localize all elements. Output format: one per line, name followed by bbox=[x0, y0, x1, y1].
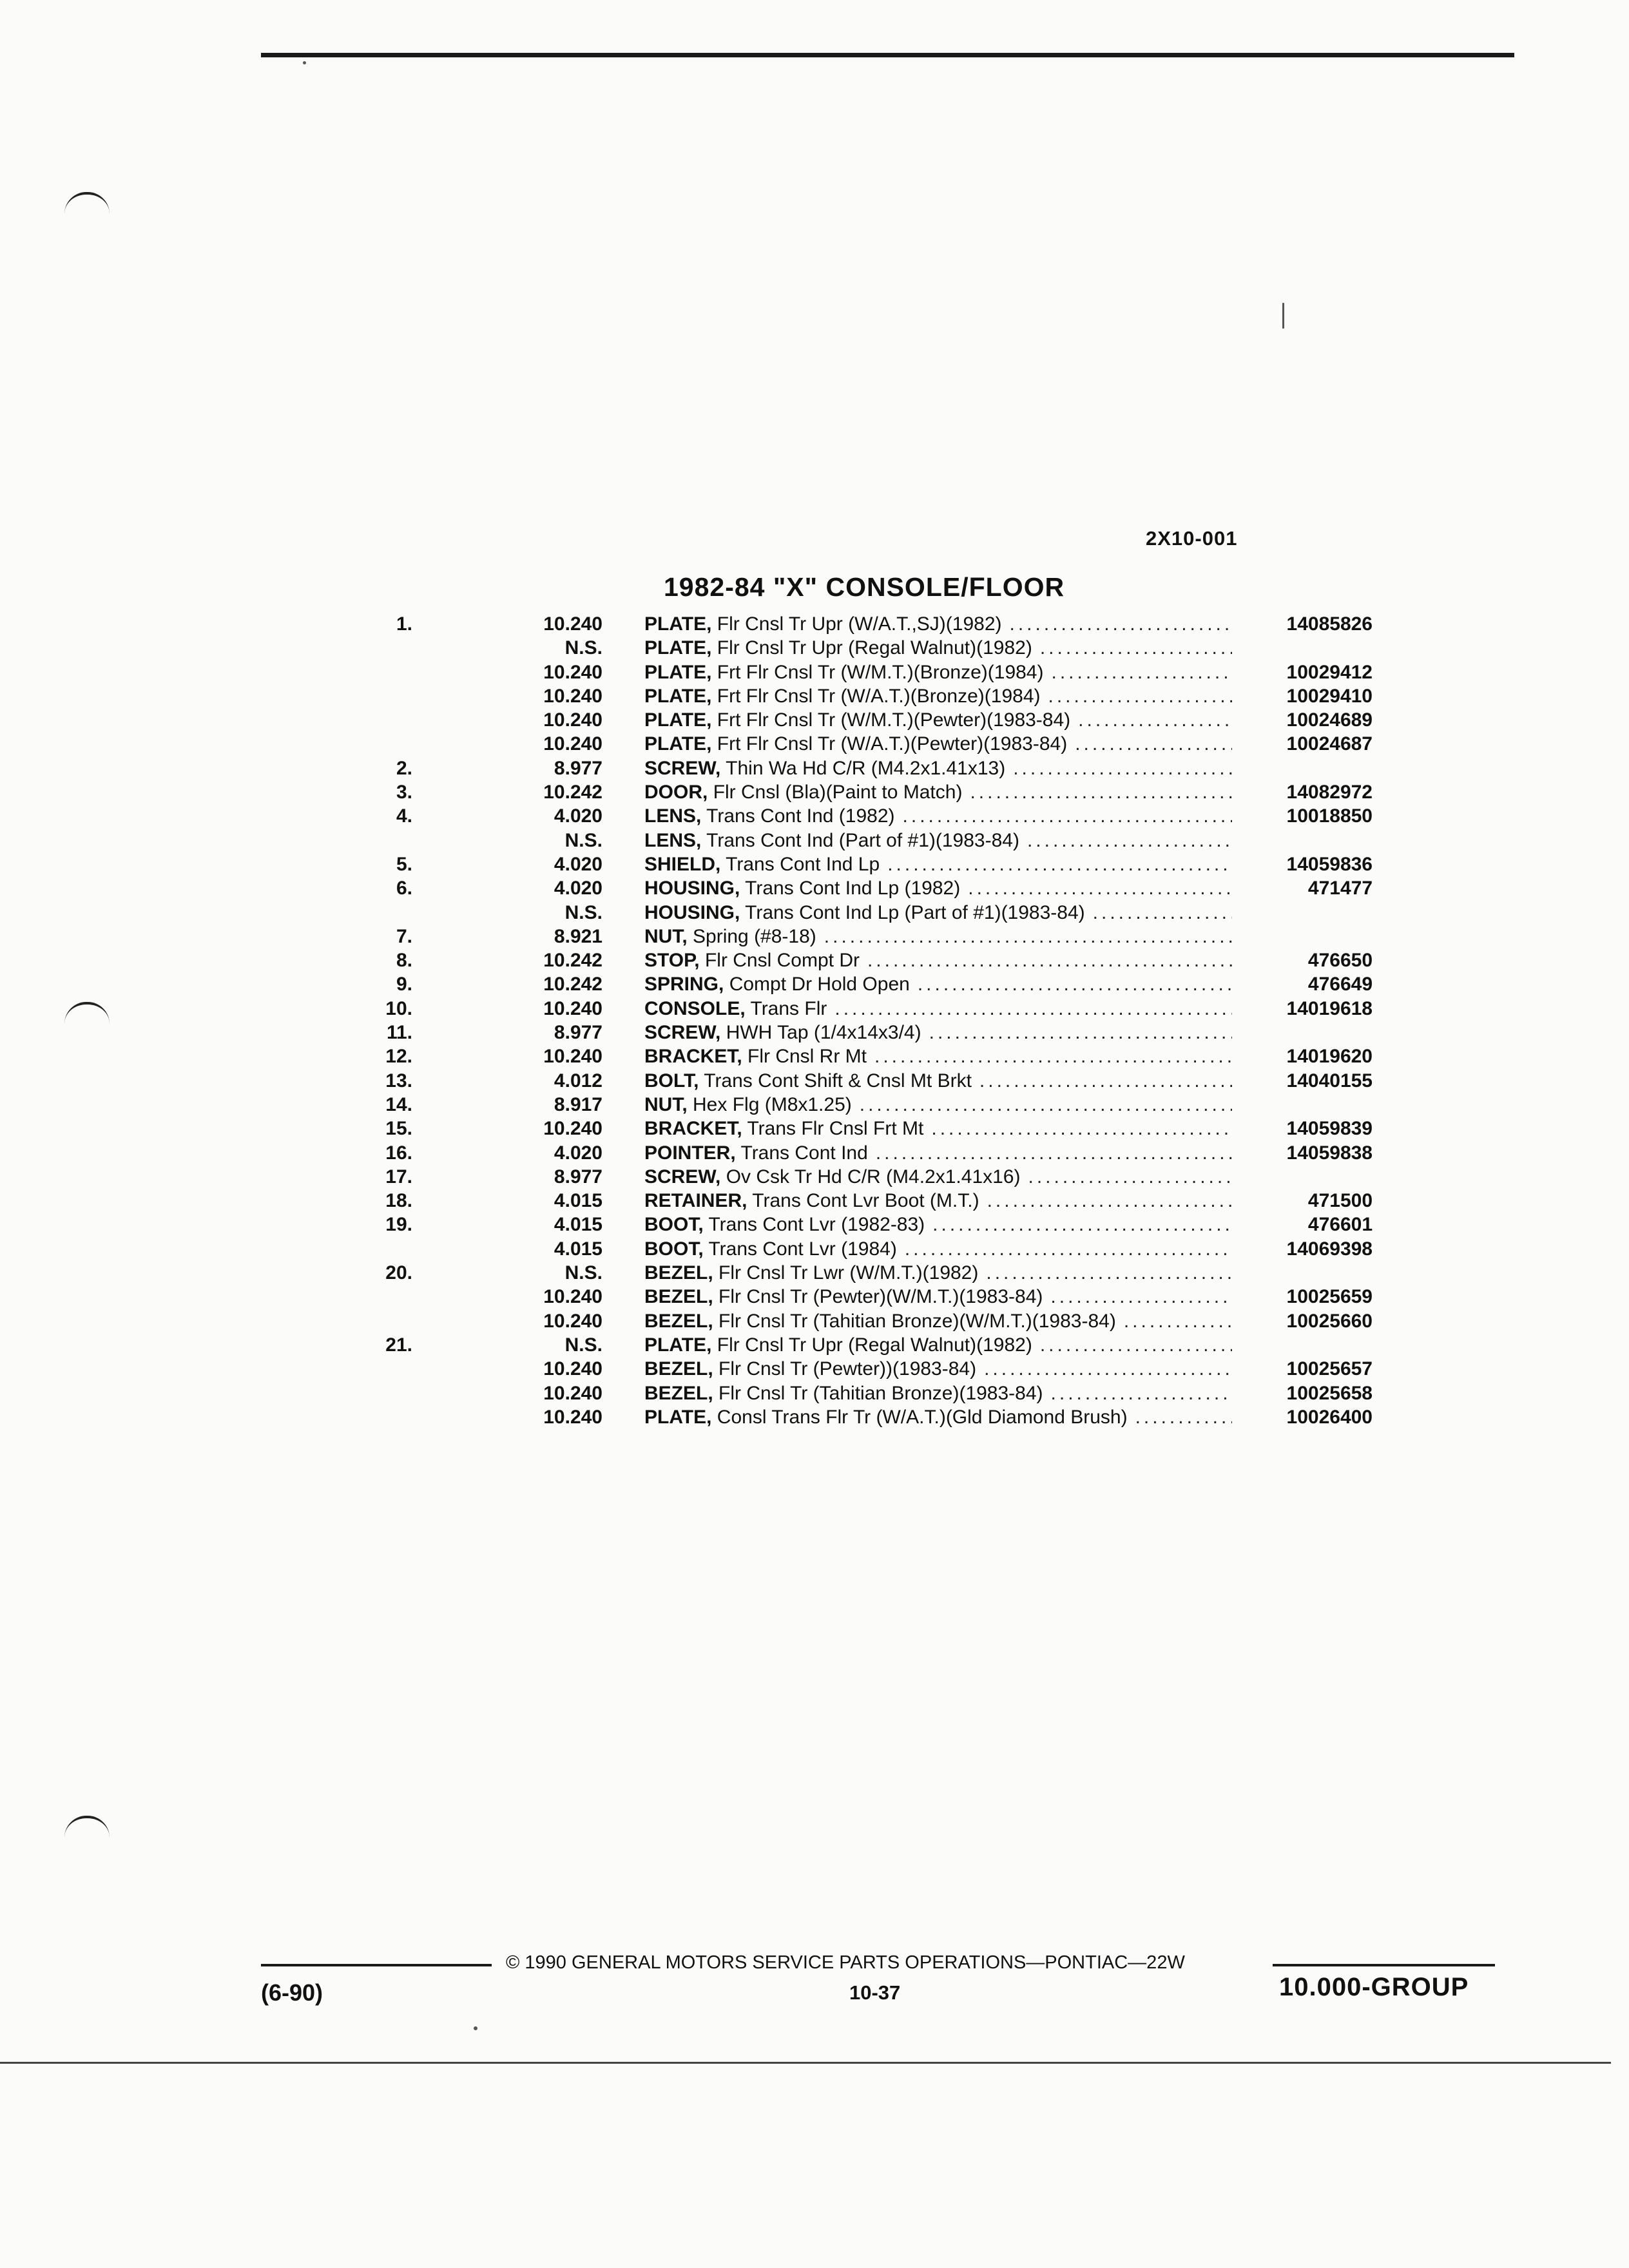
parts-row bbox=[361, 829, 1373, 852]
part-detail: Flr Cnsl (Bla)(Paint to Match) bbox=[713, 782, 963, 803]
part-description bbox=[644, 708, 1244, 732]
group-number: 10.240 bbox=[543, 1406, 602, 1428]
ref-number: 9. bbox=[396, 974, 412, 995]
part-number: 14085826 bbox=[1286, 613, 1373, 635]
part-number: 10025657 bbox=[1286, 1358, 1373, 1380]
part-detail: Trans Cont Ind (Part of #1)(1983-84) bbox=[706, 829, 1019, 851]
part-number: 10026400 bbox=[1286, 1406, 1373, 1428]
part-description bbox=[644, 925, 1244, 948]
part-name: SCREW, bbox=[644, 1022, 721, 1044]
part-description bbox=[644, 1213, 1244, 1236]
parts-row bbox=[361, 756, 1373, 780]
parts-row bbox=[361, 1117, 1373, 1140]
part-name: BEZEL, bbox=[644, 1358, 713, 1380]
ref-number: 13. bbox=[385, 1070, 412, 1091]
part-detail: Consl Trans Flr Tr (W/A.T.)(Gld Diamond Brush) bbox=[717, 1406, 1128, 1428]
group-number: 4.015 bbox=[554, 1190, 602, 1212]
part-detail: Flr Cnsl Tr (Pewter)(W/M.T.)(1983-84) bbox=[718, 1286, 1043, 1308]
punch-hole-mark bbox=[64, 192, 110, 214]
top-rule bbox=[261, 53, 1514, 57]
part-name: HOUSING, bbox=[644, 901, 740, 923]
part-detail: Ov Csk Tr Hd C/R (M4.2x1.41x16) bbox=[726, 1166, 1021, 1187]
group-number: 8.977 bbox=[554, 757, 602, 779]
part-number: 14019620 bbox=[1286, 1046, 1373, 1068]
group-number: N.S. bbox=[564, 1334, 602, 1356]
part-detail: Trans Cont Ind bbox=[740, 1142, 868, 1164]
leader-dots bbox=[867, 948, 1232, 972]
leader-dots bbox=[1075, 732, 1232, 756]
parts-row bbox=[361, 1093, 1373, 1117]
ref-number: 17. bbox=[385, 1166, 412, 1187]
part-description bbox=[644, 732, 1244, 756]
part-detail: Flr Cnsl Tr (Tahitian Bronze)(W/M.T.)(1983-84) bbox=[718, 1310, 1116, 1332]
part-description bbox=[644, 1309, 1244, 1333]
group-number: 10.240 bbox=[543, 733, 602, 755]
parts-row bbox=[361, 948, 1373, 972]
page-number: 10-37 bbox=[849, 1981, 901, 2004]
page-title: 1982-84 "X" CONSOLE/FLOOR bbox=[664, 572, 1065, 602]
part-description bbox=[644, 997, 1244, 1021]
part-description bbox=[644, 780, 1244, 804]
part-detail: Trans Cont Ind Lp (1982) bbox=[745, 878, 961, 899]
leader-dots bbox=[987, 1189, 1232, 1213]
scan-speck bbox=[303, 61, 306, 64]
part-description bbox=[644, 1141, 1244, 1165]
part-name: PLATE, bbox=[644, 1406, 712, 1428]
part-name: SCREW, bbox=[644, 1166, 721, 1187]
group-number: 4.020 bbox=[554, 805, 602, 827]
part-detail: Flr Cnsl Tr (Pewter))(1983-84) bbox=[718, 1358, 977, 1380]
part-detail: Frt Flr Cnsl Tr (W/A.T.)(Pewter)(1983-84) bbox=[717, 733, 1068, 755]
group-number: 10.242 bbox=[543, 974, 602, 995]
group-label: 10.000-GROUP bbox=[1279, 1973, 1469, 2001]
part-name: STOP, bbox=[644, 950, 700, 972]
group-number: 10.242 bbox=[543, 782, 602, 803]
group-number: 10.240 bbox=[543, 1286, 602, 1308]
part-detail: Frt Flr Cnsl Tr (W/M.T.)(Pewter)(1983-84) bbox=[717, 709, 1071, 731]
scan-speck bbox=[474, 2026, 477, 2030]
part-number: 476601 bbox=[1307, 1214, 1373, 1236]
parts-row bbox=[361, 780, 1373, 804]
group-number: 4.012 bbox=[554, 1070, 602, 1091]
part-name: BRACKET, bbox=[644, 1046, 742, 1068]
part-name: SPRING, bbox=[644, 974, 724, 995]
part-detail: Trans Flr Cnsl Frt Mt bbox=[747, 1118, 924, 1140]
ref-number: 21. bbox=[385, 1334, 412, 1356]
punch-hole-mark bbox=[64, 1002, 110, 1024]
group-number: N.S. bbox=[564, 637, 602, 659]
part-name: LENS, bbox=[644, 805, 702, 827]
part-number: 14059839 bbox=[1286, 1118, 1373, 1140]
ref-number: 1. bbox=[396, 613, 412, 635]
leader-dots bbox=[968, 876, 1232, 900]
part-description bbox=[644, 1117, 1244, 1140]
part-name: SCREW, bbox=[644, 757, 721, 779]
part-name: NUT, bbox=[644, 925, 688, 947]
part-detail: Frt Flr Cnsl Tr (W/A.T.)(Bronze)(1984) bbox=[717, 685, 1041, 707]
parts-row bbox=[361, 876, 1373, 900]
leader-dots bbox=[1052, 660, 1233, 684]
group-number: 8.917 bbox=[554, 1093, 602, 1115]
part-description bbox=[644, 1189, 1244, 1213]
leader-dots bbox=[887, 852, 1232, 876]
parts-row bbox=[361, 1165, 1373, 1189]
group-number: N.S. bbox=[564, 829, 602, 851]
leader-dots bbox=[1013, 756, 1232, 780]
part-detail: Flr Cnsl Tr Upr (Regal Walnut)(1982) bbox=[717, 637, 1032, 659]
part-description bbox=[644, 636, 1244, 660]
part-name: POINTER, bbox=[644, 1142, 736, 1164]
ref-number: 6. bbox=[396, 878, 412, 899]
part-name: BRACKET, bbox=[644, 1118, 742, 1140]
section-code: 2X10-001 bbox=[1146, 527, 1238, 550]
part-number: 10018850 bbox=[1286, 805, 1373, 827]
footer-copyright: © 1990 GENERAL MOTORS SERVICE PARTS OPERATIONS—PONTIAC—22W bbox=[506, 1952, 1185, 1973]
parts-row bbox=[361, 612, 1373, 636]
parts-row bbox=[361, 1021, 1373, 1044]
group-number: 4.015 bbox=[554, 1214, 602, 1236]
parts-row bbox=[361, 1333, 1373, 1357]
part-detail: Flr Cnsl Tr Upr (W/A.T.,SJ)(1982) bbox=[717, 613, 1002, 635]
leader-dots bbox=[860, 1093, 1232, 1117]
leader-dots bbox=[876, 1141, 1232, 1165]
footer-rule-left bbox=[261, 1964, 492, 1966]
ref-number: 15. bbox=[385, 1118, 412, 1140]
parts-row bbox=[361, 997, 1373, 1021]
part-description bbox=[644, 948, 1244, 972]
part-detail: Thin Wa Hd C/R (M4.2x1.41x13) bbox=[726, 757, 1006, 779]
part-number: 14019618 bbox=[1286, 997, 1373, 1019]
ref-number: 3. bbox=[396, 782, 412, 803]
ref-number: 16. bbox=[385, 1142, 412, 1164]
leader-dots bbox=[1040, 1333, 1232, 1357]
parts-list bbox=[361, 612, 1373, 1429]
leader-dots bbox=[1028, 1165, 1233, 1189]
parts-row bbox=[361, 804, 1373, 828]
part-description bbox=[644, 1333, 1244, 1357]
part-detail: Trans Cont Ind Lp bbox=[726, 853, 880, 875]
part-name: LENS, bbox=[644, 829, 702, 851]
parts-row bbox=[361, 1285, 1373, 1309]
ref-number: 5. bbox=[396, 853, 412, 875]
part-name: BOOT, bbox=[644, 1238, 704, 1260]
part-description bbox=[644, 1405, 1244, 1429]
leader-dots bbox=[970, 780, 1232, 804]
part-number: 10029410 bbox=[1286, 685, 1373, 707]
part-name: SHIELD, bbox=[644, 853, 721, 875]
group-number: 10.240 bbox=[543, 685, 602, 707]
parts-row bbox=[361, 972, 1373, 996]
part-description bbox=[644, 1165, 1244, 1189]
part-name: RETAINER, bbox=[644, 1190, 747, 1212]
part-detail: Flr Cnsl Rr Mt bbox=[747, 1046, 867, 1068]
group-number: 10.240 bbox=[543, 709, 602, 731]
part-description bbox=[644, 829, 1244, 852]
part-description bbox=[644, 660, 1244, 684]
part-detail: Flr Cnsl Tr Lwr (W/M.T.)(1982) bbox=[718, 1262, 979, 1284]
ref-number: 2. bbox=[396, 757, 412, 779]
part-detail: Trans Cont Ind Lp (Part of #1)(1983-84) bbox=[745, 901, 1085, 923]
group-number: 4.020 bbox=[554, 853, 602, 875]
parts-row bbox=[361, 1261, 1373, 1285]
part-number: 10024687 bbox=[1286, 733, 1373, 755]
part-detail: Frt Flr Cnsl Tr (W/M.T.)(Bronze)(1984) bbox=[717, 661, 1044, 683]
part-description bbox=[644, 1021, 1244, 1044]
footer-rule-right bbox=[1273, 1964, 1495, 1966]
parts-row bbox=[361, 660, 1373, 684]
group-number: 10.242 bbox=[543, 950, 602, 972]
leader-dots bbox=[986, 1261, 1232, 1285]
leader-dots bbox=[905, 1237, 1232, 1261]
part-number: 14069398 bbox=[1286, 1238, 1373, 1260]
leader-dots bbox=[984, 1357, 1232, 1381]
part-name: PLATE, bbox=[644, 733, 712, 755]
part-description bbox=[644, 1237, 1244, 1261]
parts-row bbox=[361, 636, 1373, 660]
parts-row bbox=[361, 852, 1373, 876]
leader-dots bbox=[1078, 708, 1232, 732]
part-name: PLATE, bbox=[644, 709, 712, 731]
part-detail: Trans Cont Lvr Boot (M.T.) bbox=[752, 1190, 979, 1212]
part-number: 476650 bbox=[1307, 950, 1373, 972]
part-name: PLATE, bbox=[644, 1334, 712, 1356]
ref-number: 18. bbox=[385, 1190, 412, 1212]
parts-row bbox=[361, 1309, 1373, 1333]
parts-row bbox=[361, 684, 1373, 708]
part-detail: Trans Flr bbox=[750, 997, 827, 1019]
ref-number: 4. bbox=[396, 805, 412, 827]
group-number: 10.240 bbox=[543, 1382, 602, 1404]
group-number: N.S. bbox=[564, 901, 602, 923]
parts-row bbox=[361, 1237, 1373, 1261]
group-number: 8.921 bbox=[554, 925, 602, 947]
group-number: 10.240 bbox=[543, 1358, 602, 1380]
leader-dots bbox=[932, 1213, 1232, 1236]
part-name: BOLT, bbox=[644, 1070, 699, 1091]
leader-dots bbox=[903, 804, 1232, 828]
part-description bbox=[644, 1044, 1244, 1068]
part-number: 10024689 bbox=[1286, 709, 1373, 731]
part-detail: Trans Cont Lvr (1982-83) bbox=[708, 1214, 925, 1236]
part-description bbox=[644, 852, 1244, 876]
part-number: 471477 bbox=[1307, 878, 1373, 899]
part-detail: Trans Cont Shift & Cnsl Mt Brkt bbox=[704, 1070, 972, 1091]
part-detail: Flr Cnsl Tr (Tahitian Bronze)(1983-84) bbox=[718, 1382, 1043, 1404]
part-description bbox=[644, 612, 1244, 636]
parts-row bbox=[361, 1405, 1373, 1429]
leader-dots bbox=[1050, 1285, 1232, 1309]
ref-number: 8. bbox=[396, 950, 412, 972]
parts-row bbox=[361, 1044, 1373, 1068]
part-number: 471500 bbox=[1307, 1190, 1373, 1212]
part-name: BOOT, bbox=[644, 1214, 704, 1236]
part-description bbox=[644, 1069, 1244, 1093]
part-name: CONSOLE, bbox=[644, 997, 746, 1019]
leader-dots bbox=[931, 1117, 1232, 1140]
part-description bbox=[644, 804, 1244, 828]
part-detail: Flr Cnsl Compt Dr bbox=[704, 950, 860, 972]
part-name: HOUSING, bbox=[644, 878, 740, 899]
bottom-rule bbox=[0, 2062, 1611, 2064]
leader-dots bbox=[874, 1044, 1232, 1068]
group-number: 10.240 bbox=[543, 613, 602, 635]
parts-row bbox=[361, 1357, 1373, 1381]
leader-dots bbox=[1124, 1309, 1232, 1333]
part-description bbox=[644, 1093, 1244, 1117]
group-number: 10.240 bbox=[543, 1046, 602, 1068]
parts-row bbox=[361, 925, 1373, 948]
part-description bbox=[644, 901, 1244, 925]
part-detail: Compt Dr Hold Open bbox=[729, 974, 910, 995]
part-detail: Hex Flg (M8x1.25) bbox=[693, 1093, 852, 1115]
ref-number: 10. bbox=[385, 997, 412, 1019]
part-name: BEZEL, bbox=[644, 1286, 713, 1308]
part-description bbox=[644, 684, 1244, 708]
group-number: 8.977 bbox=[554, 1022, 602, 1044]
part-name: PLATE, bbox=[644, 613, 712, 635]
part-name: DOOR, bbox=[644, 782, 708, 803]
part-number: 14082972 bbox=[1286, 782, 1373, 803]
leader-dots bbox=[1093, 901, 1232, 925]
part-name: BEZEL, bbox=[644, 1262, 713, 1284]
ref-number: 12. bbox=[385, 1046, 412, 1068]
part-name: BEZEL, bbox=[644, 1382, 713, 1404]
part-detail: Trans Cont Lvr (1984) bbox=[708, 1238, 897, 1260]
part-name: PLATE, bbox=[644, 661, 712, 683]
group-number: 4.020 bbox=[554, 878, 602, 899]
group-number: 10.240 bbox=[543, 1118, 602, 1140]
leader-dots bbox=[1048, 684, 1232, 708]
parts-row bbox=[361, 1381, 1373, 1405]
revision-date: (6-90) bbox=[261, 1979, 323, 2006]
group-number: N.S. bbox=[564, 1262, 602, 1284]
ref-number: 19. bbox=[385, 1214, 412, 1236]
leader-dots bbox=[918, 972, 1232, 996]
ref-number: 7. bbox=[396, 925, 412, 947]
part-number: 10025660 bbox=[1286, 1310, 1373, 1332]
part-name: PLATE, bbox=[644, 685, 712, 707]
part-description bbox=[644, 1285, 1244, 1309]
parts-row bbox=[361, 732, 1373, 756]
parts-row bbox=[361, 1213, 1373, 1236]
group-number: 10.240 bbox=[543, 997, 602, 1019]
parts-row bbox=[361, 1141, 1373, 1165]
part-number: 14059836 bbox=[1286, 853, 1373, 875]
part-number: 10025658 bbox=[1286, 1382, 1373, 1404]
group-number: 10.240 bbox=[543, 1310, 602, 1332]
parts-row bbox=[361, 1189, 1373, 1213]
part-detail: Spring (#8-18) bbox=[693, 925, 816, 947]
part-number: 476649 bbox=[1307, 974, 1373, 995]
punch-hole-mark bbox=[64, 1816, 110, 1838]
part-number: 10029412 bbox=[1286, 661, 1373, 683]
leader-dots bbox=[1040, 636, 1232, 660]
leader-dots bbox=[929, 1021, 1232, 1044]
leader-dots bbox=[1027, 829, 1232, 852]
part-number: 14059838 bbox=[1286, 1142, 1373, 1164]
leader-dots bbox=[1135, 1405, 1232, 1429]
group-number: 4.020 bbox=[554, 1142, 602, 1164]
leader-dots bbox=[979, 1069, 1232, 1093]
group-number: 10.240 bbox=[543, 661, 602, 683]
part-description bbox=[644, 756, 1244, 780]
leader-dots bbox=[824, 925, 1232, 948]
part-detail: HWH Tap (1/4x14x3/4) bbox=[726, 1022, 921, 1044]
ref-number: 11. bbox=[386, 1022, 412, 1044]
part-detail: Flr Cnsl Tr Upr (Regal Walnut)(1982) bbox=[717, 1334, 1032, 1356]
group-number: 4.015 bbox=[554, 1238, 602, 1260]
parts-row bbox=[361, 901, 1373, 925]
parts-row bbox=[361, 708, 1373, 732]
group-number: 8.977 bbox=[554, 1166, 602, 1187]
part-number: 10025659 bbox=[1286, 1286, 1373, 1308]
part-description bbox=[644, 1381, 1244, 1405]
part-description bbox=[644, 1261, 1244, 1285]
part-name: PLATE, bbox=[644, 637, 712, 659]
part-name: BEZEL, bbox=[644, 1310, 713, 1332]
part-detail: Trans Cont Ind (1982) bbox=[706, 805, 895, 827]
scan-speck bbox=[1282, 303, 1284, 329]
part-number: 14040155 bbox=[1286, 1070, 1373, 1091]
part-description bbox=[644, 972, 1244, 996]
ref-number: 20. bbox=[385, 1262, 412, 1284]
leader-dots bbox=[1051, 1381, 1232, 1405]
ref-number: 14. bbox=[385, 1093, 412, 1115]
leader-dots bbox=[834, 997, 1232, 1021]
part-description bbox=[644, 1357, 1244, 1381]
part-description bbox=[644, 876, 1244, 900]
parts-row bbox=[361, 1069, 1373, 1093]
part-name: NUT, bbox=[644, 1093, 688, 1115]
leader-dots bbox=[1010, 612, 1232, 636]
